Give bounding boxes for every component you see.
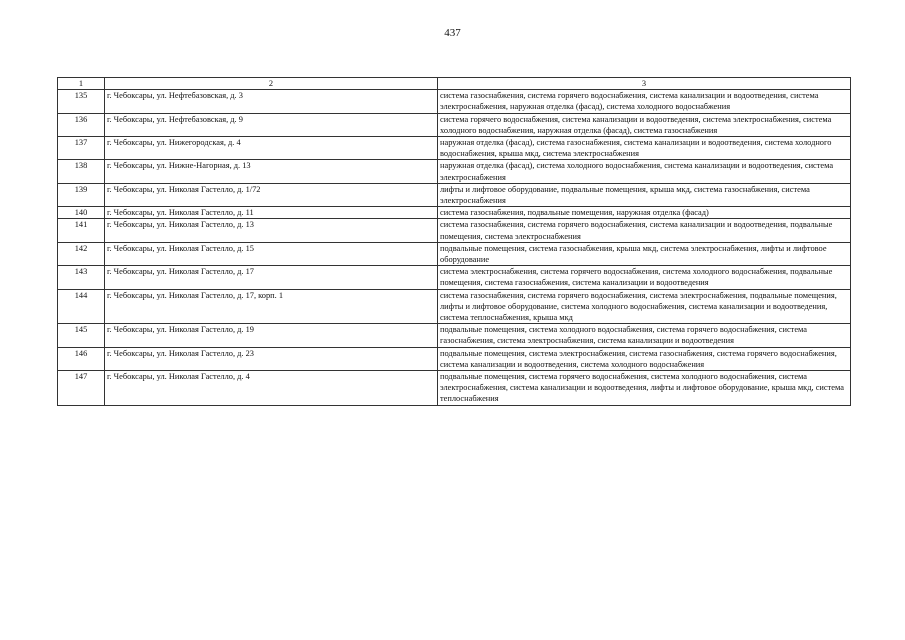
cell-num: 139 [58,183,105,206]
cell-systems: система электроснабжения, система горячего водоснабжения, система холодного водоснабжения, подвальные помещения, система газоснабжения, система канализации и водоотведения [438,266,851,289]
cell-systems: подвальные помещения, система газоснабжения, крыша мкд, система электроснабжения, лифты и лифтовое оборудование [438,242,851,265]
cell-num: 146 [58,347,105,370]
table-body [58,78,851,406]
cell-address: г. Чебоксары, ул. Николая Гастелло, д. 15 [105,242,438,265]
cell-systems: система газоснабжения, система горячего водоснабжения, система электроснабжения, подвальные помещения, лифты и лифтовое оборудование, система холодного водоснабжения, система канализации и водоотведения, система теплоснабжения, крыша мкд [438,289,851,324]
cell-address: г. Чебоксары, ул. Нижне-Нагорная, д. 13 [105,160,438,183]
header-cell-address: 2 [105,78,438,90]
table-header-row [58,78,851,90]
cell-address: г. Чебоксары, ул. Николая Гастелло, д. 11 [105,207,438,219]
table-row [58,183,851,206]
cell-num: 137 [58,137,105,160]
cell-address: г. Чебоксары, ул. Николая Гастелло, д. 17, корп. 1 [105,289,438,324]
cell-systems: подвальные помещения, система электроснабжения, система газоснабжения, система горячего водоснабжения, система канализации и водоотведения, система холодного водоснабжения [438,347,851,370]
table-row [58,324,851,347]
cell-num: 135 [58,90,105,113]
table-row [58,207,851,219]
table-row [58,242,851,265]
cell-systems: лифты и лифтовое оборудование, подвальные помещения, крыша мкд, система газоснабжения, система электроснабжения [438,183,851,206]
cell-systems: подвальные помещения, система горячего водоснабжения, система холодного водоснабжения, система электроснабжения, система канализации и водоотведения, лифты и лифтовое оборудование, крыша мкд, система теплоснабжения [438,371,851,406]
cell-num: 141 [58,219,105,242]
cell-systems: наружная отделка (фасад), система холодного водоснабжения, система канализации и водоотведения, система электроснабжения [438,160,851,183]
buildings-table [57,77,851,406]
table-row [58,90,851,113]
cell-address: г. Чебоксары, ул. Нижегородская, д. 4 [105,137,438,160]
cell-address: г. Чебоксары, ул. Нефтебазовская, д. 9 [105,113,438,136]
cell-num: 144 [58,289,105,324]
cell-address: г. Чебоксары, ул. Николая Гастелло, д. 19 [105,324,438,347]
table-row [58,371,851,406]
page-number: 437 [444,27,461,39]
cell-num: 136 [58,113,105,136]
cell-address: г. Чебоксары, ул. Николая Гастелло, д. 4 [105,371,438,406]
table-row [58,113,851,136]
cell-systems: система газоснабжения, система горячего водоснабжения, система канализации и водоотведения, система электроснабжения, наружная отделка (фасад), система холодного водоснабжения [438,90,851,113]
cell-address: г. Чебоксары, ул. Николая Гастелло, д. 17 [105,266,438,289]
cell-num: 145 [58,324,105,347]
header-cell-num: 1 [58,78,105,90]
cell-systems: система газоснабжения, подвальные помещения, наружная отделка (фасад) [438,207,851,219]
table-row [58,289,851,324]
cell-address: г. Чебоксары, ул. Нефтебазовская, д. 3 [105,90,438,113]
cell-num: 143 [58,266,105,289]
cell-address: г. Чебоксары, ул. Николая Гастелло, д. 23 [105,347,438,370]
cell-address: г. Чебоксары, ул. Николая Гастелло, д. 1/72 [105,183,438,206]
table-row [58,347,851,370]
cell-systems: система газоснабжения, система горячего водоснабжения, система канализации и водоотведения, подвальные помещения, система электроснабжения [438,219,851,242]
cell-num: 140 [58,207,105,219]
cell-systems: наружная отделка (фасад), система газоснабжения, система канализации и водоотведения, система холодного водоснабжения, крыша мкд, система электроснабжения [438,137,851,160]
header-cell-systems: 3 [438,78,851,90]
cell-num: 147 [58,371,105,406]
cell-address: г. Чебоксары, ул. Николая Гастелло, д. 13 [105,219,438,242]
cell-num: 142 [58,242,105,265]
cell-systems: подвальные помещения, система холодного водоснабжения, система горячего водоснабжения, система газоснабжения, система электроснабжения, система канализации и водоотведения [438,324,851,347]
table-row [58,137,851,160]
cell-systems: система горячего водоснабжения, система канализации и водоотведения, система электроснабжения, система холодного водоснабжения, наружная отделка (фасад), система газоснабжения [438,113,851,136]
cell-num: 138 [58,160,105,183]
table-row [58,160,851,183]
table-row [58,219,851,242]
table-row [58,266,851,289]
